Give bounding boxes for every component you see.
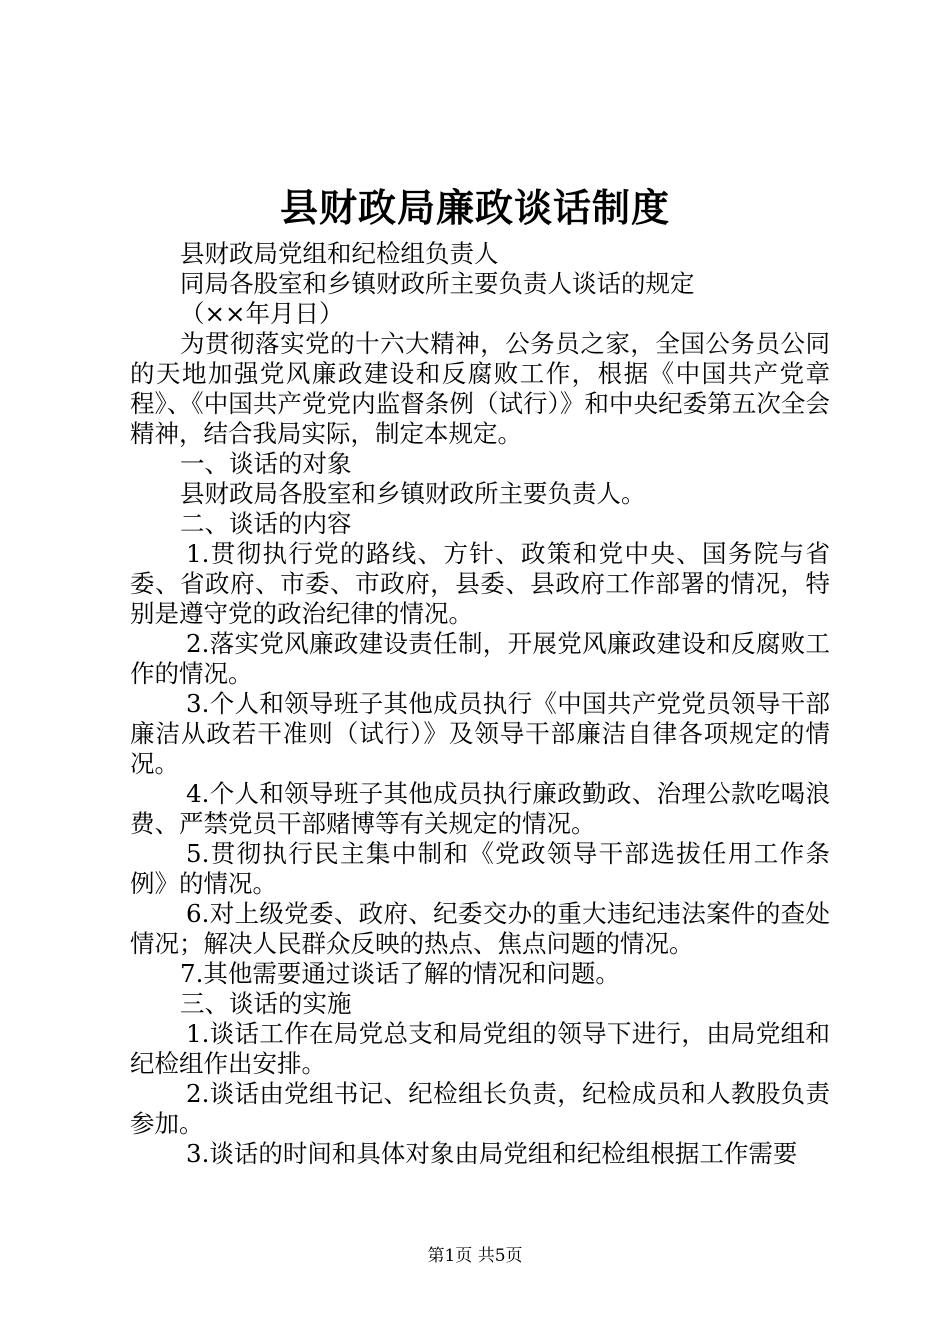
list-item: 5.贯彻执行民主集中制和《党政领导干部选拔任用工作条例》的情况。 — [130, 839, 830, 898]
section-heading: 一、谈话的对象 — [180, 449, 352, 478]
list-item: 2.落实党风廉政建设责任制，开展党风廉政建设和反腐败工作的情况。 — [130, 629, 830, 688]
list-item: 6.对上级党委、政府、纪委交办的重大违纪违法案件的查处情况；解决人民群众反映的热点、焦点问题的情况。 — [130, 899, 830, 958]
paragraph: 同局各股室和乡镇财政所主要负责人谈话的规定 — [180, 269, 695, 298]
list-item: 1.谈话工作在局党总支和局党组的领导下进行，由局党组和纪检组作出安排。 — [130, 1019, 830, 1078]
list-item: 3.谈话的时间和具体对象由局党组和纪检组根据工作需要 — [186, 1139, 798, 1168]
section-heading: 三、谈话的实施 — [180, 989, 352, 1018]
list-item: 4.个人和领导班子其他成员执行廉政勤政、治理公款吃喝浪费、严禁党员干部赌博等有关规定的情况。 — [130, 779, 830, 838]
paragraph: （××年月日） — [180, 299, 344, 328]
section-heading: 二、谈话的内容 — [180, 509, 352, 538]
document-body — [130, 239, 830, 1169]
paragraph: 为贯彻落实党的十六大精神，公务员之家，全国公务员公同的天地加强党风廉政建设和反腐败工作，根据《中国共产党章程》、《中国共产党党内监督条例（试行）》和中央纪委第五次全会精神，结合我局实际，制定本规定。 — [130, 329, 830, 448]
paragraph: 县财政局各股室和乡镇财政所主要负责人。 — [180, 479, 646, 508]
list-item: 7.其他需要通过谈话了解的情况和问题。 — [180, 959, 620, 988]
list-item: 1.贯彻执行党的路线、方针、政策和党中央、国务院与省委、省政府、市委、市政府，县委、县政府工作部署的情况，特别是遵守党的政治纪律的情况。 — [130, 539, 830, 628]
paragraph: 县财政局党组和纪检组负责人 — [180, 239, 499, 268]
list-item: 2.谈话由党组书记、纪检组长负责，纪检成员和人教股负责参加。 — [130, 1079, 830, 1138]
document-title: 县财政局廉政谈话制度 — [279, 185, 670, 230]
page-footer: 第1页 共5页 — [427, 1246, 523, 1266]
list-item: 3.个人和领导班子其他成员执行《中国共产党党员领导干部廉洁从政若干准则（试行）》及领导干部廉洁自律各项规定的情况。 — [130, 689, 830, 778]
